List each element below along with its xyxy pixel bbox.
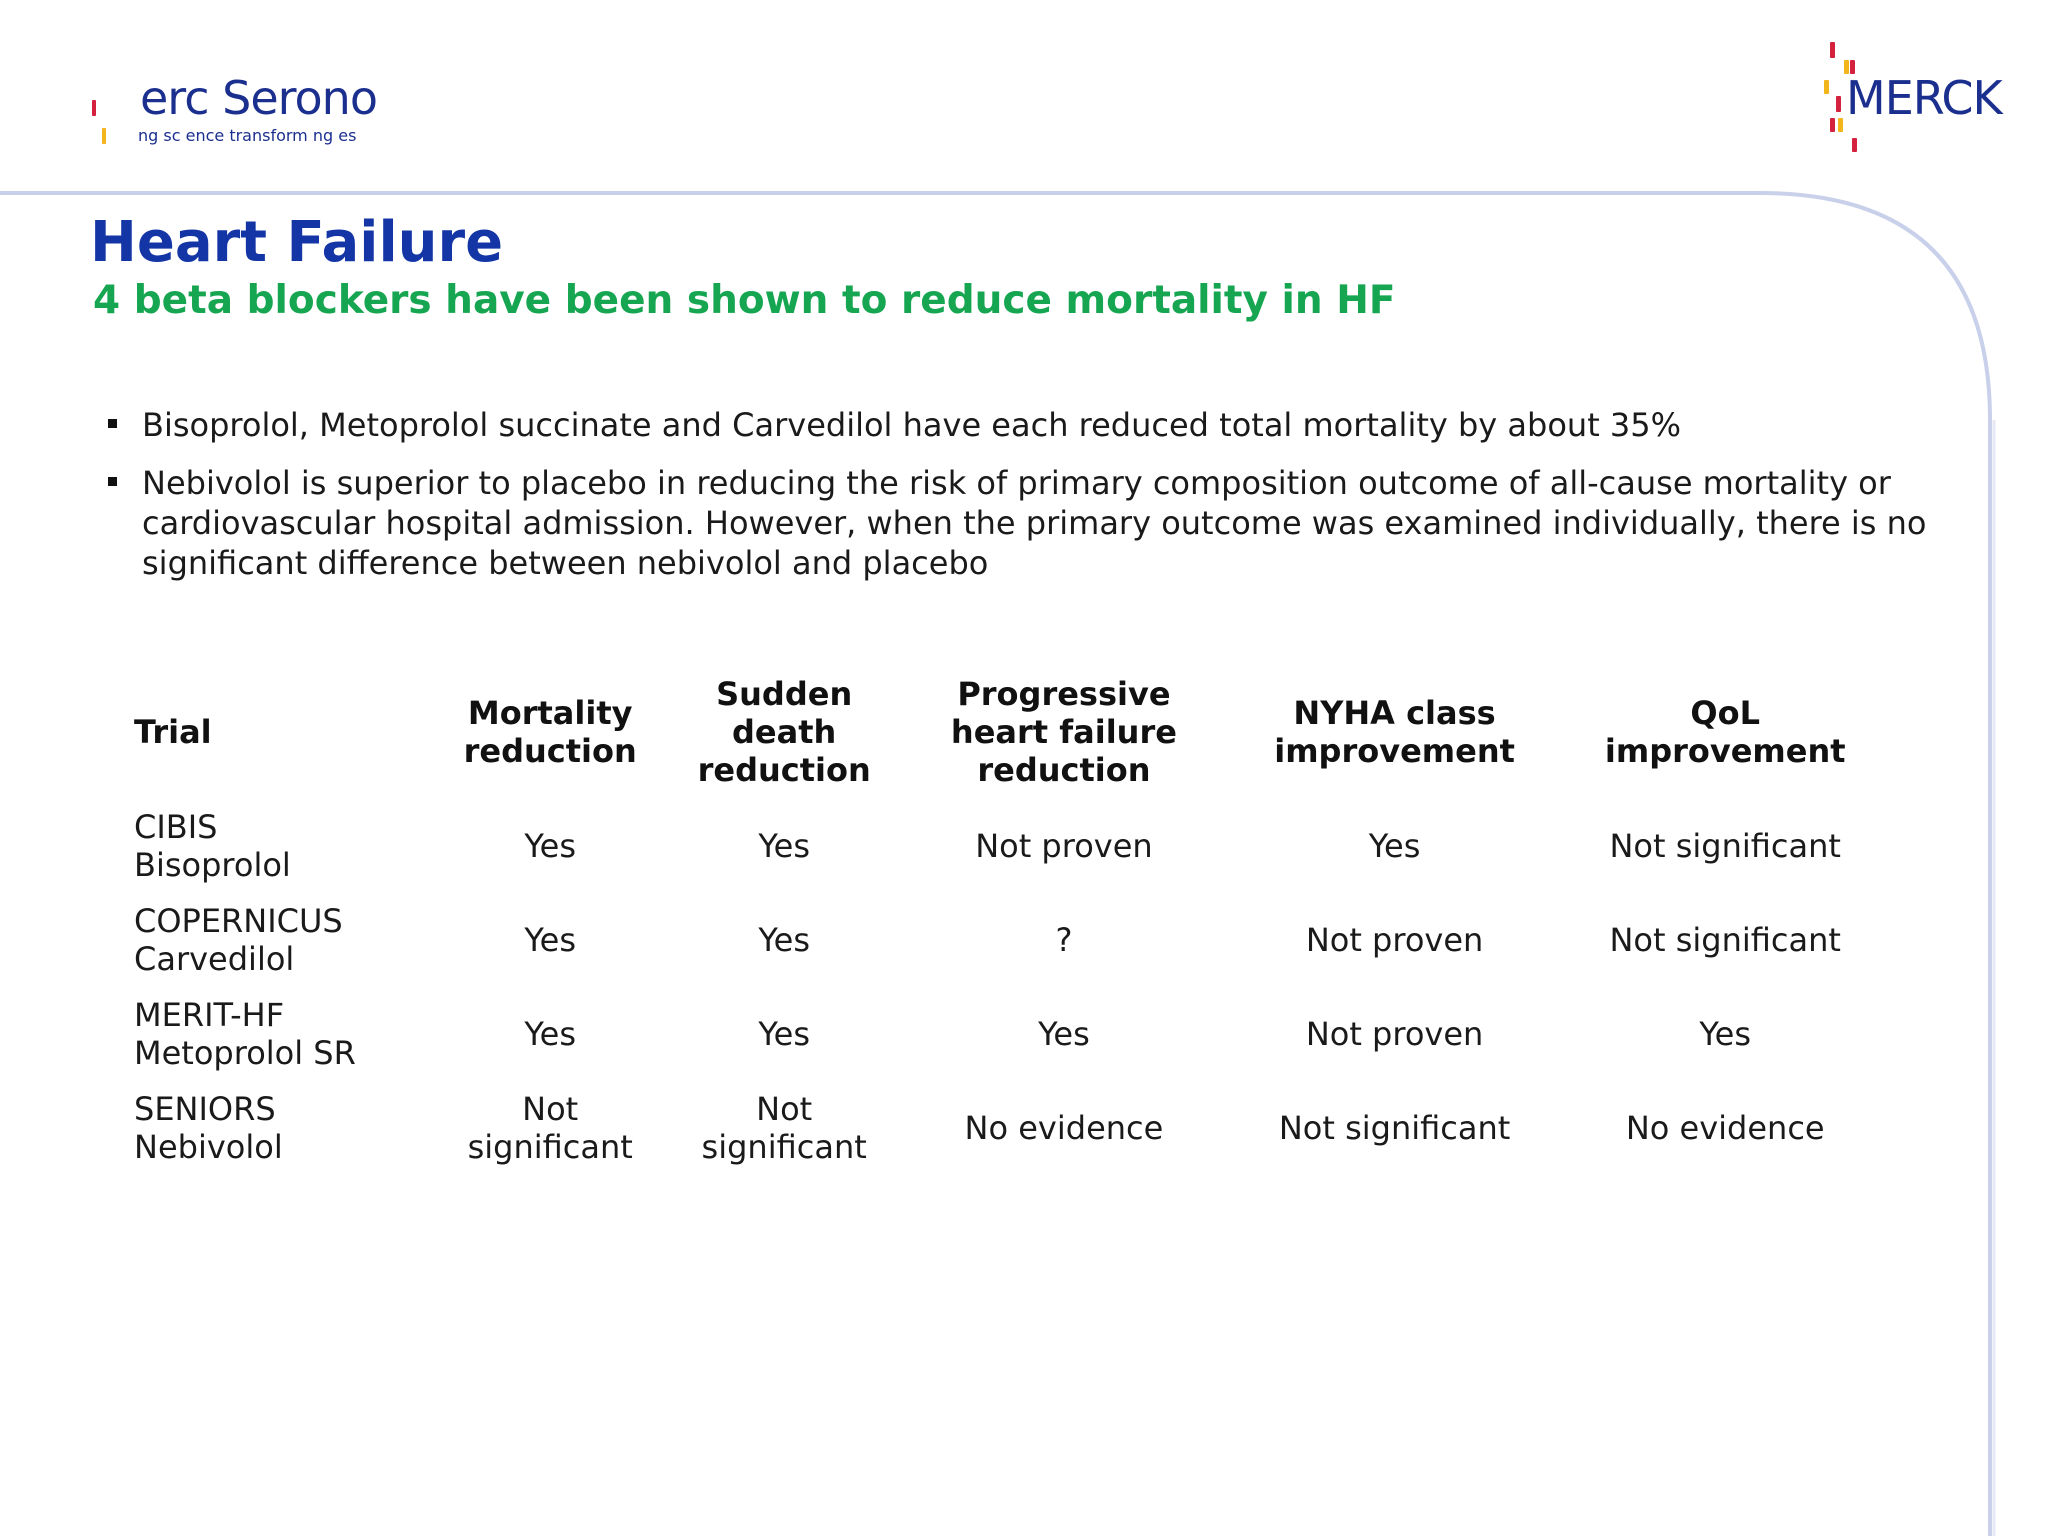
header-progressive-hf: Progressive heart failure reduction — [950, 675, 1177, 789]
cell-mortality: Yes — [524, 921, 576, 959]
logo-left-name: erc Serono — [140, 71, 377, 125]
cell-mortality: Not significant — [467, 1090, 633, 1166]
bullet-text: Bisoprolol, Metoprolol succinate and Carvedilol have each reduced total mortality by about 35% — [142, 406, 1682, 444]
cell-trial: CIBIS Bisoprolol — [134, 808, 291, 884]
bullet-square-icon — [108, 477, 117, 486]
cell-progressive: Not proven — [975, 827, 1153, 865]
logo-left-tagline: ng sc ence transform ng es — [138, 126, 357, 145]
cell-sudden: Yes — [758, 827, 810, 865]
bullet-square-icon — [108, 419, 117, 428]
table-header-row — [128, 665, 1888, 799]
cell-qol: Yes — [1699, 1015, 1752, 1053]
table-row — [128, 987, 1888, 1081]
bullet-list — [104, 405, 1934, 601]
merck-logo — [1820, 38, 2010, 158]
bullet-text: Nebivolol is superior to placebo in reducing the risk of primary composition outcome of all-cause mortality or cardiovascular hospital admission. However, when the primary outcome was examined individually, there is no significant difference between nebivolol and placebo — [142, 464, 1927, 582]
bullet-item — [104, 405, 1934, 445]
cell-progressive: Yes — [1038, 1015, 1090, 1053]
cell-sudden: Yes — [758, 1015, 810, 1053]
cell-sudden: Not significant — [701, 1090, 867, 1166]
table-row — [128, 799, 1888, 893]
logo-right-name: MERCK — [1846, 71, 2002, 125]
cell-progressive: No evidence — [964, 1109, 1164, 1147]
cell-trial: MERIT-HF Metoprolol SR — [134, 996, 356, 1072]
cell-qol: Not significant — [1609, 827, 1841, 865]
header-sudden-death: Sudden death reduction — [697, 675, 871, 789]
cell-progressive: ? — [1055, 921, 1073, 959]
cell-trial: SENIORS Nebivolol — [134, 1090, 283, 1166]
cell-qol: Not significant — [1609, 921, 1841, 959]
cell-mortality: Yes — [524, 1015, 576, 1053]
cell-nyha: Not proven — [1305, 1015, 1484, 1053]
cell-nyha: Not significant — [1278, 1109, 1511, 1147]
header-trial: Trial — [134, 713, 212, 751]
header-qol: QoL improvement — [1604, 694, 1846, 770]
cell-nyha: Not proven — [1305, 921, 1484, 959]
bullet-item — [104, 463, 1934, 583]
slide-title: Heart Failure — [90, 210, 504, 275]
header-nyha: NYHA class improvement — [1274, 694, 1515, 770]
cell-sudden: Yes — [758, 921, 810, 959]
cell-mortality: Yes — [524, 827, 576, 865]
merck-serono-logo — [88, 68, 388, 158]
slide-subtitle: 4 beta blockers have been shown to reduce mortality in HF — [93, 278, 1396, 323]
table-row — [128, 1081, 1888, 1175]
cell-qol: No evidence — [1625, 1109, 1825, 1147]
cell-nyha: Yes — [1368, 827, 1421, 865]
trials-table — [128, 665, 1888, 1175]
header-mortality: Mortality reduction — [463, 694, 637, 770]
table-row — [128, 893, 1888, 987]
cell-trial: COPERNICUS Carvedilol — [134, 902, 343, 978]
